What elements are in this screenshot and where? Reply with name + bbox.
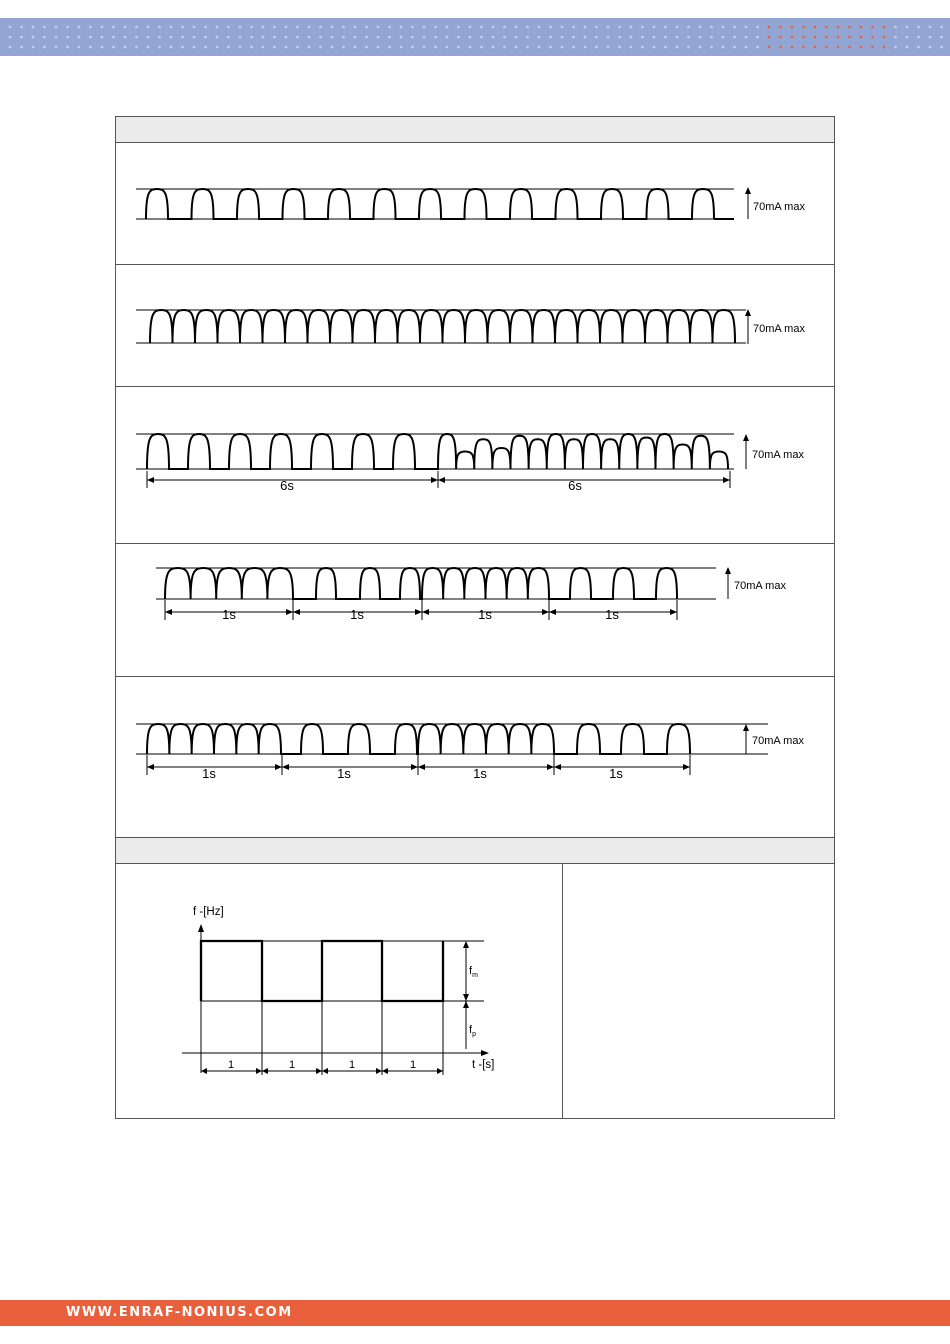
interval-label: 1 [348,1059,356,1071]
intensity-label: 70mA max [752,449,804,461]
frequency-diagram-cell [116,863,563,1119]
table-header-bar [116,837,834,864]
intensity-marker [743,434,749,469]
intensity-marker [743,724,749,754]
frequency-square-wave [201,941,443,1001]
duration-label: 1s [337,766,351,781]
waveform-trace [136,310,746,343]
arrow-up-icon [198,924,204,932]
top-banner [0,18,950,56]
duration-label: 1s [350,607,364,622]
intensity-label: 70mA max [752,735,804,747]
frequency-diagram [116,863,562,1119]
waveform-trace [136,724,768,754]
table-header-bar [116,117,834,143]
duration-label: 6s [280,478,294,493]
duration-label: 1s [202,766,216,781]
duration-label: 1s [473,766,487,781]
arrow-right-icon [481,1050,489,1056]
duration-label: 1s [222,607,236,622]
intensity-label: 70mA max [753,201,805,213]
duration-label: 1s [605,607,619,622]
waveform-trace [136,434,734,469]
waveform-trace [136,189,734,219]
interval-label: 1 [288,1059,296,1071]
footer-bar [0,1300,950,1326]
fm-label: $f_m$ [469,965,478,979]
duration-label: 1s [478,607,492,622]
waveform-panel-4 [116,544,834,676]
waveform-panel-3 [116,387,834,542]
interval-label: 1 [409,1059,417,1071]
x-axis-label: t -[s] [472,1059,495,1071]
intensity-marker [745,187,751,219]
waveform-table [115,116,835,1119]
interval-label: 1 [227,1059,235,1071]
intensity-label: 70mA max [753,323,805,335]
website-link[interactable]: WWW.ENRAF-NONIUS.COM [66,1305,293,1320]
waveform-trace [156,568,716,599]
y-axis-label: f -[Hz] [193,906,224,918]
duration-dimensions [165,600,677,620]
waveform-panel-2 [116,265,834,385]
duration-label: 6s [568,478,582,493]
waveform-panel-1 [116,143,834,263]
waveform-panel-5 [116,677,834,837]
duration-label: 1s [609,766,623,781]
intensity-label: 70mA max [734,580,786,592]
intensity-marker [725,567,731,599]
fp-label: $f_p$ [469,1024,476,1038]
duration-dimensions [147,471,730,488]
intensity-marker [745,309,751,344]
